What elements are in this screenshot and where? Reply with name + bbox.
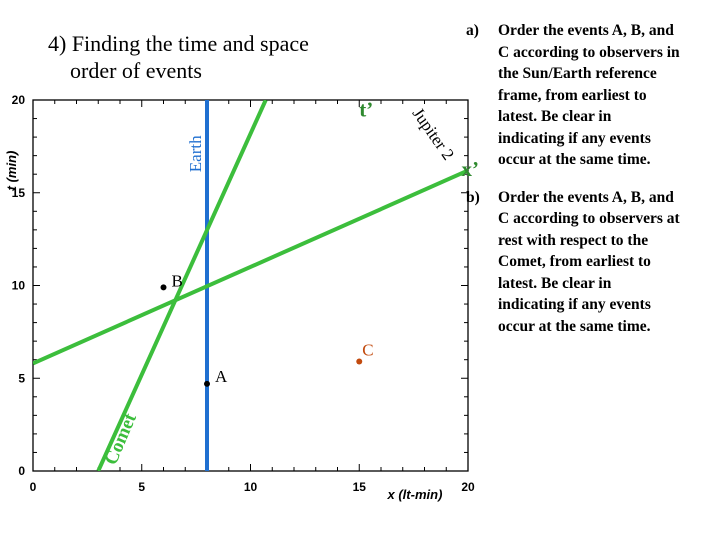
question-text-line: indicating if any events: [498, 296, 651, 313]
line-labels: [101, 98, 479, 468]
question-text-line: rest with respect to the: [498, 231, 649, 249]
title-line-1: 4) Finding the time and space: [48, 31, 309, 56]
y-tick-label: 0: [18, 464, 25, 478]
x-axis-label: x (lt-min): [387, 487, 443, 502]
y-tick-label: 5: [18, 371, 25, 386]
question-a-label: a): [466, 22, 479, 39]
questions-panel: [466, 20, 714, 337]
question-text-line: C according to observers in: [498, 43, 680, 61]
jupiter2-worldline: [33, 170, 468, 363]
slide-title: [48, 30, 388, 84]
t-prime-label: t’: [359, 97, 374, 122]
question-a-text: [498, 20, 714, 171]
question-text-line: Comet, from earliest to: [498, 253, 651, 270]
question-a: [466, 20, 714, 171]
question-text-line: latest. Be clear in: [498, 108, 612, 125]
axis-ticks: [33, 97, 468, 471]
question-text-line: indicating if any events: [498, 129, 651, 147]
x-tick-label: 10: [243, 480, 258, 494]
question-text-line: latest. Be clear in: [498, 274, 612, 292]
event-b-dot: [161, 284, 167, 290]
comet-label: Comet: [100, 410, 141, 469]
x-tick-label: 0: [29, 480, 37, 494]
jupiter2-label: Jupiter 2: [408, 104, 459, 164]
question-text-line: the Sun/Earth reference: [498, 65, 657, 82]
question-text-line: occur at the same time.: [498, 317, 651, 335]
question-text-line: Order the events A, B, and: [498, 188, 674, 206]
x-tick-label: 15: [352, 480, 366, 494]
x-prime-label: x’: [461, 157, 479, 182]
y-tick-label: 10: [11, 278, 25, 293]
question-text-line: frame, from earliest to: [498, 86, 647, 104]
worldlines: [33, 97, 468, 471]
event-a-dot: [204, 381, 210, 387]
x-tick-label: 20: [461, 480, 475, 494]
question-b-text: [498, 187, 714, 338]
events: [161, 271, 374, 386]
y-tick-label: 15: [11, 185, 25, 200]
title-line-2: order of events: [70, 58, 202, 83]
question-b-label: b): [466, 188, 480, 206]
earth-label: Earth: [186, 135, 205, 173]
x-tick-label: 5: [138, 480, 146, 494]
question-text-line: occur at the same time.: [498, 151, 651, 168]
event-b-label: B: [171, 271, 183, 291]
question-text-line: C according to observers at: [498, 210, 680, 227]
y-axis-label: t (min): [4, 150, 19, 191]
question-text-line: Order the events A, B, and: [498, 22, 674, 39]
y-tick-label: 20: [11, 93, 25, 107]
event-c-label: C: [362, 340, 374, 360]
event-a-label: A: [215, 366, 228, 386]
plot-frame: [33, 97, 468, 471]
question-b: [466, 187, 714, 338]
